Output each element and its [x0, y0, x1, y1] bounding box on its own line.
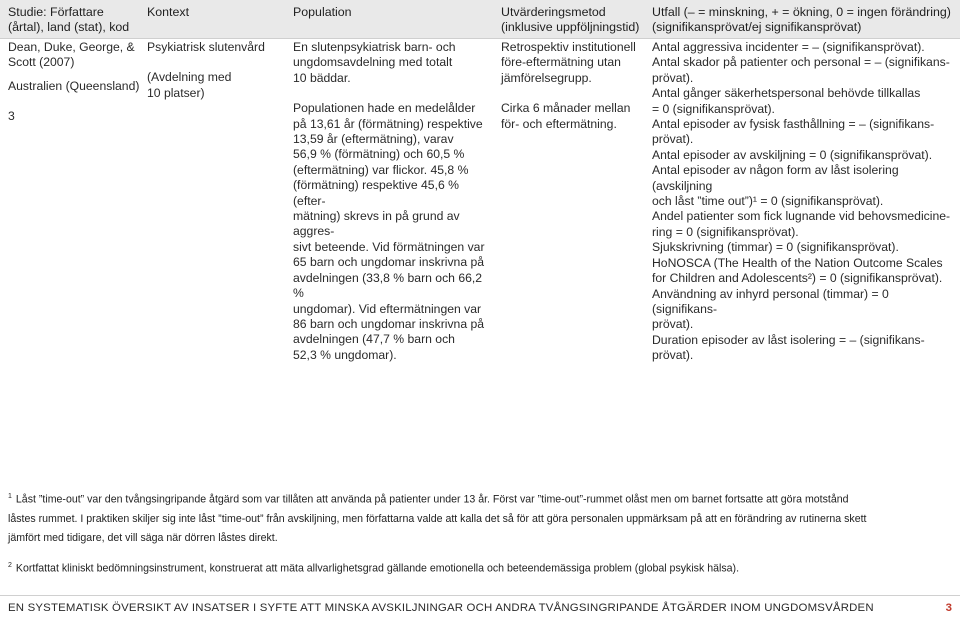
footnote-1-marker: 1: [8, 493, 12, 500]
population-line: En slutenpsykiatrisk barn- och: [293, 40, 456, 54]
method-cell: [501, 40, 646, 132]
outcome-line: ring = 0 (signifikansprövat).: [652, 224, 799, 239]
header-study-line1: Studie: Författare: [8, 5, 104, 19]
method-line: jämförelsegrupp.: [501, 70, 592, 85]
context-detail-line1: (Avdelning med: [147, 70, 232, 85]
population-line: 86 barn och ungdomar inskrivna på: [293, 316, 485, 331]
page-footer-title: EN SYSTEMATISK ÖVERSIKT AV INSATSER I SYFTE ATT MINSKA AVSKILJNINGAR OCH ANDRA TVÅNGSINGRIPANDE ÅTGÄRDER INOM UNGDOMSVÅRDEN: [8, 602, 874, 614]
footnote-1-line: låstes rummet. I praktiken skiljer sig inte låst ”time-out” från avskiljning, men författarna valde att kalla det så för att göra personalen uppmärksam på att en förändring av rutinerna skett: [8, 512, 867, 525]
population-line: (eftermätning) var flickor. 45,8 %: [293, 162, 469, 177]
footnote-1: [8, 487, 952, 510]
population-line: 10 bäddar.: [293, 70, 351, 85]
context-cell: [147, 40, 287, 101]
outcome-line: Användning av inhyrd personal (timmar) = 0 (signifikans-: [652, 286, 889, 316]
header-outcome-line1: Utfall (– = minskning, + = ökning, 0 = ingen förändring): [652, 5, 951, 19]
population-line: 13,59 år (eftermätning), varav: [293, 132, 454, 147]
header-method-line2: (inklusive uppföljningstid): [501, 20, 640, 34]
outcome-line: prövat).: [652, 70, 694, 85]
population-line: 52,3 % ungdomar).: [293, 347, 397, 362]
header-outcome: [652, 5, 952, 35]
header-context: Kontext: [147, 5, 190, 19]
context-detail-line2: 10 platser): [147, 85, 205, 100]
outcome-line: Antal skador på patienter och personal = – (signifikans-: [652, 55, 950, 70]
population-line: ungdomsavdelning med totalt: [293, 55, 453, 70]
outcome-line: prövat).: [652, 348, 694, 363]
population-line: 56,9 % (förmätning) och 60,5 %: [293, 147, 465, 162]
outcome-line: Antal gånger säkerhetspersonal behövde tillkallas: [652, 86, 921, 101]
population-line: mätning) skrevs in på grund av aggres-: [293, 209, 460, 239]
header-study-line2: (årtal), land (stat), kod: [8, 20, 130, 34]
population-line: avdelningen (47,7 % barn och: [293, 332, 455, 347]
outcome-line: Andel patienter som fick lugnande vid behovsmedicine-: [652, 209, 951, 224]
method-line: för- och eftermätning.: [501, 116, 617, 131]
outcome-line: Antal episoder av fysisk fasthållning = – (signifikans-: [652, 117, 935, 132]
outcome-line: prövat).: [652, 317, 694, 332]
study-cell: [8, 40, 140, 125]
population-line: 65 barn och ungdomar inskrivna på: [293, 255, 485, 270]
study-code: 3: [8, 109, 15, 124]
outcome-line: HoNOSCA (The Health of the Nation Outcome Scales: [652, 255, 943, 270]
study-authors: Dean, Duke, George, &: [8, 40, 135, 54]
footnotes: [8, 487, 952, 578]
study-country: Australien (Queensland): [8, 78, 140, 93]
page-number: 3: [945, 602, 952, 614]
header-outcome-line2: (signifikansprövat/ej signifikansprövat): [652, 20, 862, 34]
population-line: (förmätning) respektive 45,6 % (efter-: [293, 178, 459, 208]
population-line: avdelningen (33,8 % barn och 66,2 %: [293, 270, 483, 301]
population-line: ungdomar). Vid eftermätningen var: [293, 301, 482, 316]
method-line: Retrospektiv institutionell: [501, 40, 636, 54]
outcome-line: = 0 (signifikansprövat).: [652, 101, 775, 116]
footnote-2-marker: 2: [8, 561, 12, 569]
outcome-line: prövat).: [652, 132, 694, 147]
population-cell: [293, 40, 493, 363]
context-setting: Psykiatrisk slutenvård: [147, 40, 265, 54]
population-line: Populationen hade en medelålder: [293, 101, 476, 116]
outcome-line: Antal episoder av avskiljning = 0 (signifikansprövat).: [652, 147, 933, 162]
header-method: [501, 5, 646, 35]
outcome-line: for Children and Adolescents²) = 0 (signifikansprövat).: [652, 271, 943, 286]
population-line: sivt beteende. Vid förmätningen var: [293, 239, 485, 254]
outcome-line: Antal episoder av någon form av låst isolering (avskiljning: [652, 163, 899, 193]
footnote-1-line: Låst ”time-out” var den tvångsingripande åtgärd som var tillåten att använda på patienter under 13 år. Först var ”time-out”-rummet olåst men om barnet fortsatte att göra motstånd: [15, 493, 849, 506]
outcome-line: Sjukskrivning (timmar) = 0 (signifikansprövat).: [652, 240, 899, 255]
outcome-line: Duration episoder av låst isolering = – (signifikans-: [652, 332, 925, 347]
header-method-line1: Utvärderingsmetod: [501, 5, 606, 19]
footnote-2-text: Kortfattat kliniskt bedömningsinstrument, konstruerat att mäta allvarlighetsgrad gällande emotionella och beteendemässiga problem (global psykisk hälsa).: [15, 562, 740, 575]
study-year: Scott (2007): [8, 55, 75, 70]
method-line: före-eftermätning utan: [501, 55, 621, 70]
outcome-cell: [652, 40, 952, 364]
population-line: på 13,61 år (förmätning) respektive: [293, 116, 483, 131]
method-line: Cirka 6 månader mellan: [501, 101, 631, 116]
outcome-line: Antal aggressiva incidenter = – (signifikansprövat).: [652, 40, 925, 54]
footnote-2: [8, 556, 952, 579]
footnote-1-line: jämfört med tidigare, det vill säga när dörren låstes direkt.: [8, 531, 278, 544]
header-study: [8, 5, 140, 35]
footer-divider: [0, 595, 960, 596]
outcome-line: och låst ”time out”)¹ = 0 (signifikansprövat).: [652, 194, 884, 209]
header-population: Population: [293, 5, 352, 19]
